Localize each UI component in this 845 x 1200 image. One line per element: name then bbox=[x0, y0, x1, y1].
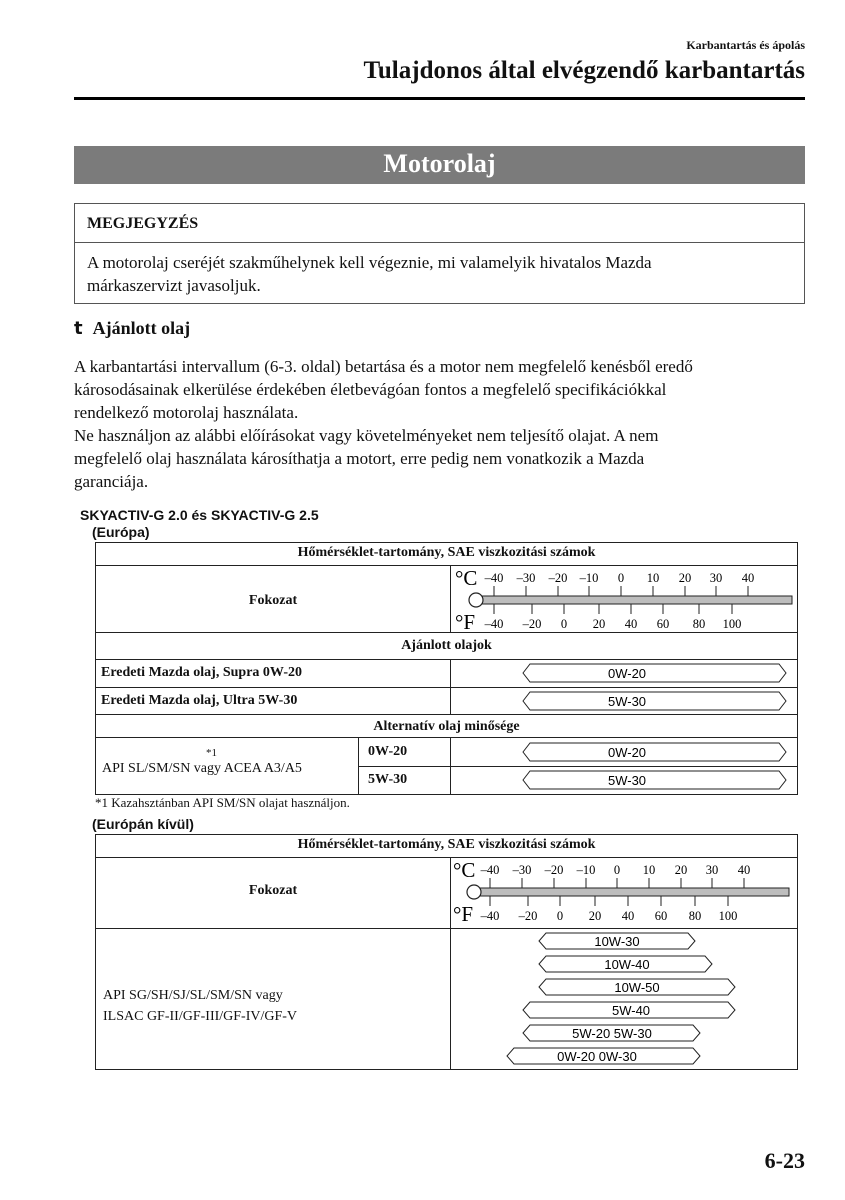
subsection-title bbox=[74, 318, 190, 339]
temperature-scale bbox=[451, 566, 797, 632]
celsius-tick-label: –10 bbox=[576, 863, 596, 877]
celsius-tick-label: 10 bbox=[642, 863, 656, 877]
spec-line: ILSAC GF-II/GF-III/GF-IV/GF-V bbox=[103, 1009, 298, 1024]
recommended-oil-label: Eredeti Mazda olaj, Supra 0W-20 bbox=[101, 665, 303, 680]
alternative-grade-label: 0W-20 bbox=[368, 744, 408, 759]
celsius-symbol: °C bbox=[453, 858, 476, 882]
subsection-label: Ajánlott olaj bbox=[92, 318, 191, 338]
fahrenheit-tick-label: 80 bbox=[688, 909, 702, 923]
celsius-tick-label: 20 bbox=[678, 571, 692, 585]
section-banner: Motorolaj bbox=[74, 146, 805, 184]
fahrenheit-tick-label: 60 bbox=[654, 909, 668, 923]
table-rule bbox=[96, 714, 797, 715]
note-box bbox=[74, 203, 805, 304]
table-rule bbox=[358, 737, 359, 794]
celsius-tick-label: 40 bbox=[737, 863, 751, 877]
thermometer-bulb bbox=[469, 593, 483, 607]
fahrenheit-symbol: °F bbox=[453, 902, 474, 926]
grade-range-label: 0W-20 0W-30 bbox=[557, 1049, 637, 1064]
chapter-title: Karbantartás és ápolás bbox=[686, 38, 805, 52]
grade-range-label: 0W-20 bbox=[607, 745, 647, 760]
thermometer-tube bbox=[478, 596, 792, 604]
grade-range-label: 10W-30 bbox=[594, 934, 640, 949]
fahrenheit-tick-label: 60 bbox=[656, 617, 670, 631]
grade-range-label: 5W-30 bbox=[607, 694, 647, 709]
temperature-scale bbox=[451, 858, 797, 928]
recommended-header: Ajánlott olajok bbox=[401, 638, 492, 653]
celsius-tick-label: 30 bbox=[709, 571, 723, 585]
outside-europe-oil-table bbox=[95, 834, 798, 1070]
region-europe-label: (Európa) bbox=[92, 524, 150, 540]
paragraph-line: A karbantartási intervallum (6-3. oldal) betartása és a motor nem megfelelő kenésből eredő bbox=[74, 357, 693, 376]
paragraph-line: károsodásainak elkerülése érdekében életbevágóan fontos a megfelelő specifikációkkal bbox=[74, 380, 667, 399]
fahrenheit-tick-label: 40 bbox=[624, 617, 638, 631]
fahrenheit-tick-label: 80 bbox=[692, 617, 706, 631]
celsius-tick-label: –30 bbox=[512, 863, 532, 877]
celsius-tick-label: 20 bbox=[674, 863, 688, 877]
footnote-marker: *1 bbox=[206, 747, 217, 759]
page-number: 6-23 bbox=[764, 1148, 805, 1173]
table-header: Hőmérséklet-tartomány, SAE viszkozitási számok bbox=[297, 545, 596, 560]
fahrenheit-tick-label: 100 bbox=[722, 617, 742, 631]
spec-line: API SG/SH/SJ/SL/SM/SN vagy bbox=[103, 988, 283, 1003]
table-header: Hőmérséklet-tartomány, SAE viszkozitási számok bbox=[297, 837, 596, 852]
recommended-oil-label: Eredeti Mazda olaj, Ultra 5W-30 bbox=[101, 693, 298, 708]
grade-range-label: 0W-20 bbox=[607, 666, 647, 681]
celsius-tick-labels bbox=[484, 571, 755, 585]
paragraph-line: rendelkező motorolaj használata. bbox=[74, 403, 299, 422]
grade-header: Fokozat bbox=[248, 593, 298, 608]
celsius-tick-label: –20 bbox=[544, 863, 564, 877]
table-rule bbox=[96, 632, 797, 633]
grade-range-label: 5W-30 bbox=[607, 773, 647, 788]
grade-range-label: 5W-20 5W-30 bbox=[572, 1026, 652, 1041]
paragraph-warning bbox=[74, 424, 809, 493]
fahrenheit-tick-label: –40 bbox=[484, 617, 504, 631]
grade-range-bar bbox=[539, 933, 695, 949]
grade-range-label: 10W-50 bbox=[614, 980, 660, 995]
grade-range-bar bbox=[539, 956, 712, 972]
celsius-tick-labels bbox=[480, 863, 751, 877]
fahrenheit-ticks bbox=[490, 896, 728, 906]
celsius-tick-label: –20 bbox=[548, 571, 568, 585]
paragraph-line: Ne használjon az alábbi előírásokat vagy követelményeket nem teljesítő olajat. A nem bbox=[74, 426, 659, 445]
note-line: A motorolaj cseréjét szakműhelynek kell végeznie, mi valamelyik hivatalos Mazda bbox=[87, 253, 652, 272]
fahrenheit-tick-label: –20 bbox=[518, 909, 538, 923]
fahrenheit-ticks bbox=[494, 604, 732, 614]
grade-range-bar bbox=[523, 1025, 700, 1041]
fahrenheit-tick-label: 40 bbox=[621, 909, 635, 923]
fahrenheit-tick-labels bbox=[480, 909, 738, 923]
europe-oil-table bbox=[95, 542, 798, 795]
fahrenheit-tick-label: 20 bbox=[588, 909, 602, 923]
grade-range-bar bbox=[451, 767, 797, 794]
grade-range-bar bbox=[523, 1002, 735, 1018]
fahrenheit-tick-label: 0 bbox=[556, 909, 564, 923]
thermometer-tube bbox=[476, 888, 789, 896]
alternative-header: Alternatív olaj minősége bbox=[373, 719, 520, 734]
fahrenheit-tick-label: 20 bbox=[592, 617, 606, 631]
alternative-spec-label: API SL/SM/SN vagy ACEA A3/A5 bbox=[102, 761, 302, 776]
fahrenheit-tick-label: 100 bbox=[718, 909, 738, 923]
grade-range-bar bbox=[507, 1048, 700, 1064]
note-heading-row bbox=[75, 204, 804, 243]
celsius-tick-label: 0 bbox=[613, 863, 621, 877]
paragraph-line: megfelelő olaj használata károsíthatja a motort, erre pedig nem vonatkozik a Mazda bbox=[74, 449, 645, 468]
region-outside-europe-label: (Európán kívül) bbox=[92, 816, 194, 832]
celsius-tick-label: 10 bbox=[646, 571, 660, 585]
grade-range-bar bbox=[451, 660, 797, 687]
celsius-ticks bbox=[494, 586, 748, 596]
celsius-tick-label: 30 bbox=[705, 863, 719, 877]
alternative-grade-label: 5W-30 bbox=[368, 772, 408, 787]
celsius-tick-label: –10 bbox=[579, 571, 599, 585]
fahrenheit-tick-label: –20 bbox=[522, 617, 542, 631]
note-heading: MEGJEGYZÉS bbox=[87, 215, 199, 232]
page-title: Tulajdonos által elvégzendő karbantartás bbox=[363, 57, 805, 84]
thermometer-bulb bbox=[467, 885, 481, 899]
engine-label: SKYACTIV-G 2.0 és SKYACTIV-G 2.5 bbox=[80, 507, 319, 523]
grade-range-bar bbox=[539, 979, 735, 995]
celsius-tick-label: 40 bbox=[741, 571, 755, 585]
grade-range-label: 5W-40 bbox=[611, 1003, 651, 1018]
grade-header: Fokozat bbox=[248, 883, 298, 898]
note-line: márkaszervizt javasoljuk. bbox=[87, 276, 261, 295]
celsius-tick-label: –30 bbox=[516, 571, 536, 585]
fahrenheit-symbol: °F bbox=[455, 610, 476, 632]
grade-range-bar bbox=[451, 738, 797, 766]
title-divider bbox=[74, 97, 805, 100]
grade-ranges-chart bbox=[451, 929, 797, 1069]
celsius-symbol: °C bbox=[455, 566, 478, 590]
celsius-tick-label: –40 bbox=[480, 863, 500, 877]
fahrenheit-tick-label: –40 bbox=[480, 909, 500, 923]
celsius-ticks bbox=[490, 878, 744, 888]
grade-range-bar bbox=[451, 688, 797, 714]
paragraph-line: garanciája. bbox=[74, 472, 149, 491]
grade-range-label: 10W-40 bbox=[604, 957, 650, 972]
footnote: *1 Kazahsztánban API SM/SN olajat használjon. bbox=[95, 795, 350, 810]
fahrenheit-tick-label: 0 bbox=[560, 617, 568, 631]
subsection-marker: t bbox=[74, 318, 83, 339]
celsius-tick-label: 0 bbox=[617, 571, 625, 585]
note-body bbox=[87, 251, 792, 297]
celsius-tick-label: –40 bbox=[484, 571, 504, 585]
paragraph-intro bbox=[74, 355, 809, 424]
fahrenheit-tick-labels bbox=[484, 617, 742, 631]
